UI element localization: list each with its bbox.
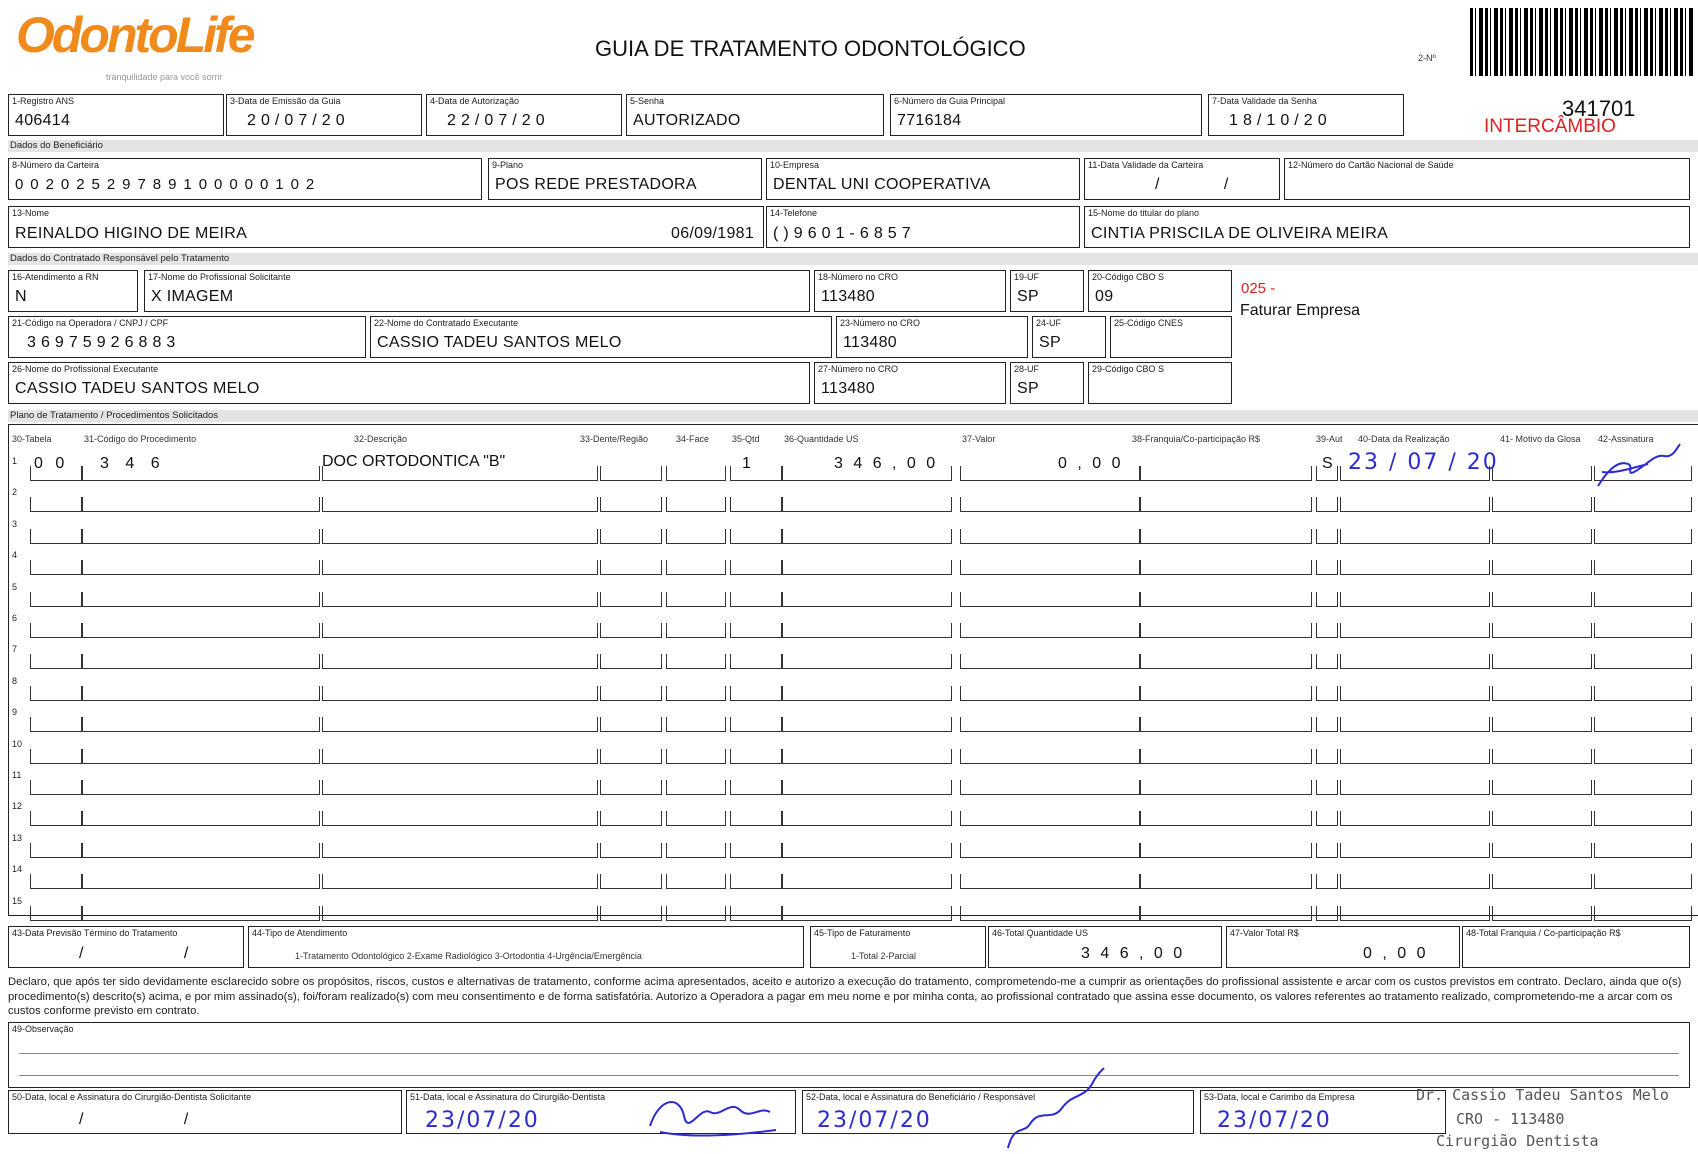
proc-cell[interactable] <box>782 497 952 512</box>
row1-valor[interactable]: 0 , 0 0 <box>1058 455 1124 472</box>
proc-cell[interactable] <box>600 843 662 858</box>
proc-cell[interactable] <box>1316 780 1338 795</box>
proc-cell[interactable] <box>960 686 1140 701</box>
proc-cell[interactable] <box>30 906 82 921</box>
proc-cell[interactable] <box>730 560 782 575</box>
proc-cell[interactable] <box>600 623 662 638</box>
proc-cell[interactable] <box>600 717 662 732</box>
proc-cell[interactable] <box>1594 592 1692 607</box>
field-codigo-operadora[interactable]: 21-Código na Operadora / CNPJ / CPF 3 6 9 7 5 9 2 6 8 8 3 <box>8 316 366 358</box>
proc-cell[interactable] <box>666 811 726 826</box>
proc-cell[interactable] <box>1316 906 1338 921</box>
proc-header: 32-Descrição <box>354 434 408 444</box>
proc-cell[interactable] <box>666 686 726 701</box>
proc-cell[interactable] <box>600 686 662 701</box>
proc-cell[interactable] <box>666 497 726 512</box>
proc-cell[interactable] <box>666 843 726 858</box>
row1-quantidade-us[interactable]: 3 4 6 , 0 0 <box>834 455 939 472</box>
proc-cell[interactable] <box>1340 717 1490 732</box>
proc-header: 38-Franquia/Co-participação R$ <box>1132 434 1261 444</box>
proc-cell[interactable] <box>960 843 1140 858</box>
dentist-stamp-name: Dr. Cassio Tadeu Santos Melo <box>1416 1086 1669 1104</box>
proc-cell[interactable] <box>1316 686 1338 701</box>
proc-cell[interactable] <box>30 560 82 575</box>
proc-row-number: 9 <box>12 707 18 718</box>
proc-cell[interactable] <box>1492 843 1592 858</box>
proc-cell[interactable] <box>666 780 726 795</box>
proc-header: 40-Data da Realização <box>1358 434 1450 444</box>
proc-cell[interactable] <box>1340 843 1490 858</box>
proc-cell[interactable] <box>960 497 1140 512</box>
proc-cell[interactable] <box>82 560 320 575</box>
proc-row-number: 12 <box>12 801 23 812</box>
proc-cell[interactable] <box>1594 560 1692 575</box>
proc-cell[interactable] <box>730 780 782 795</box>
row1-aut[interactable]: S <box>1322 455 1333 472</box>
field-cnes[interactable]: 25-Código CNES <box>1110 316 1232 358</box>
proc-cell[interactable] <box>1340 654 1490 669</box>
dentist-stamp-role: Cirurgião Dentista <box>1436 1132 1599 1150</box>
proc-cell[interactable] <box>82 717 320 732</box>
note-faturar: Faturar Empresa <box>1240 302 1361 319</box>
proc-cell[interactable] <box>1594 654 1692 669</box>
proc-cell[interactable] <box>1492 906 1592 921</box>
proc-cell[interactable] <box>1140 906 1312 921</box>
proc-cell[interactable] <box>1340 811 1490 826</box>
proc-cell[interactable] <box>1594 906 1692 921</box>
field-total-franquia[interactable]: 48-Total Franquia / Co-participação R$ <box>1462 926 1690 968</box>
proc-cell[interactable] <box>82 906 320 921</box>
guia-number-label: 2-Nº <box>1418 53 1436 63</box>
proc-cell[interactable] <box>82 497 320 512</box>
proc-cell[interactable] <box>960 749 1140 764</box>
field-cbos-solicitante[interactable]: 20-Código CBO S 09 <box>1088 270 1232 312</box>
proc-cell[interactable] <box>1492 717 1592 732</box>
proc-cell[interactable] <box>82 686 320 701</box>
dentist-stamp-cro: CRO - 113480 <box>1456 1110 1565 1128</box>
proc-cell[interactable] <box>666 874 726 889</box>
proc-cell[interactable] <box>1340 592 1490 607</box>
field-uf-contratado[interactable]: 24-UF SP <box>1032 316 1106 358</box>
proc-cell[interactable] <box>1140 654 1312 669</box>
proc-cell[interactable] <box>1140 874 1312 889</box>
intercambio-stamp: INTERCÂMBIO <box>1484 116 1616 137</box>
proc-cell[interactable] <box>1492 811 1592 826</box>
proc-cell[interactable] <box>1316 843 1338 858</box>
field-senha[interactable]: 5-Senha AUTORIZADO <box>626 94 884 136</box>
field-validade-carteira[interactable]: 11-Data Validade da Carteira / / <box>1084 158 1280 200</box>
field-observacao[interactable]: 49-Observação <box>8 1022 1690 1088</box>
field-registro-ans[interactable]: 1-Registro ANS 406414 <box>8 94 224 136</box>
proc-cell[interactable] <box>600 874 662 889</box>
cirurgiao-signature <box>640 1086 790 1146</box>
proc-header: 42-Assinatura <box>1598 434 1654 444</box>
proc-cell[interactable] <box>960 560 1140 575</box>
row1-assinatura <box>1588 420 1684 500</box>
proc-row-number: 7 <box>12 644 18 655</box>
proc-cell[interactable] <box>1316 749 1338 764</box>
proc-cell[interactable] <box>730 686 782 701</box>
proc-cell[interactable] <box>1492 749 1592 764</box>
proc-cell[interactable] <box>960 906 1140 921</box>
field-carimbo-empresa[interactable]: 53-Data, local e Carimbo da Empresa 23/07/20 <box>1200 1090 1446 1134</box>
proc-cell[interactable] <box>1340 749 1490 764</box>
field-cro-solicitante[interactable]: 18-Número no CRO 113480 <box>814 270 1006 312</box>
proc-cell[interactable] <box>1316 717 1338 732</box>
proc-cell[interactable] <box>782 874 952 889</box>
proc-cell[interactable] <box>782 717 952 732</box>
field-titular[interactable]: 15-Nome do titular do plano CINTIA PRISCILA DE OLIVEIRA MEIRA <box>1084 206 1690 248</box>
proc-header: 31-Código do Procedimento <box>84 434 197 444</box>
proc-cell[interactable] <box>730 843 782 858</box>
proc-cell[interactable] <box>1140 529 1312 544</box>
proc-cell[interactable] <box>322 686 598 701</box>
proc-cell[interactable] <box>322 497 598 512</box>
proc-header: 30-Tabela <box>12 434 52 444</box>
proc-cell[interactable] <box>322 749 598 764</box>
proc-cell[interactable] <box>730 811 782 826</box>
proc-cell[interactable] <box>600 529 662 544</box>
proc-cell[interactable] <box>1594 529 1692 544</box>
field-assinatura-cirurgiao[interactable]: 51-Data, local e Assinatura do Cirurgião-Dentista 23/07/20 <box>406 1090 796 1134</box>
proc-row-number: 6 <box>12 613 18 623</box>
guia-number: 341701 <box>1562 96 1636 121</box>
proc-cell[interactable] <box>782 749 952 764</box>
proc-cell[interactable] <box>1316 654 1338 669</box>
proc-row-number: 10 <box>12 738 23 749</box>
proc-cell[interactable] <box>782 654 952 669</box>
proc-cell[interactable] <box>1316 811 1338 826</box>
proc-row-number: 2 <box>12 487 18 498</box>
proc-cell[interactable] <box>1492 529 1592 544</box>
proc-cell[interactable] <box>1140 780 1312 795</box>
proc-cell[interactable] <box>960 717 1140 732</box>
field-profissional-executante[interactable]: 26-Nome do Profissional Executante CASSIO TADEU SANTOS MELO <box>8 362 810 404</box>
field-nome[interactable]: 13-Nome REINALDO HIGINO DE MEIRA 06/09/1981 <box>8 206 764 248</box>
proc-cell[interactable] <box>30 717 82 732</box>
field-empresa[interactable]: 10-Empresa DENTAL UNI COOPERATIVA <box>766 158 1080 200</box>
field-valor-total[interactable]: 47-Valor Total R$ 0 , 0 0 <box>1226 926 1460 968</box>
field-cro-contratado[interactable]: 23-Número no CRO 113480 <box>836 316 1028 358</box>
proc-cell[interactable] <box>322 717 598 732</box>
proc-header: 35-Qtd <box>732 434 760 444</box>
proc-cell[interactable] <box>1316 560 1338 575</box>
field-plano[interactable]: 9-Plano POS REDE PRESTADORA <box>488 158 762 200</box>
proc-cell[interactable] <box>1594 811 1692 826</box>
field-total-quantidade-us[interactable]: 46-Total Quantidade US 3 4 6 , 0 0 <box>988 926 1222 968</box>
proc-cell[interactable] <box>600 592 662 607</box>
proc-row-number: 3 <box>12 518 18 529</box>
proc-header: 37-Valor <box>962 434 996 444</box>
proc-cell[interactable] <box>600 811 662 826</box>
page-title: GUIA DE TRATAMENTO ODONTOLÓGICO <box>595 36 1026 61</box>
proc-cell[interactable] <box>1316 874 1338 889</box>
proc-cell[interactable] <box>1492 497 1592 512</box>
proc-cell[interactable] <box>782 623 952 638</box>
proc-cell[interactable] <box>1316 529 1338 544</box>
proc-cell[interactable] <box>600 560 662 575</box>
proc-cell[interactable] <box>82 654 320 669</box>
proc-cell[interactable] <box>1492 686 1592 701</box>
declaration-text: Declaro, que após ter sido devidamente esclarecido sobre os propósitos, riscos, custos e alternativas de tratamento, conforme acima apresentados, aceito e autorizo a execução do tratamento, comprometendo-me a cumprir as orientações do profissional assistente e arcar com os custos previstos em contrato. Declaro, ainda que o(s) procedimento(s) descrito(s) acima, e por mim assinado(s), foi/foram realizado(s) com meu consentimento e de forma satisfatória. Autorizo a Operadora a pagar em meu nome e por minha conta, ao profissional contratado que assina esse documento, os valores referentes ao tratamento realizado, comprometendo-me a arcar com os custos conforme previsto em contrato. <box>8 976 1682 1017</box>
proc-cell[interactable] <box>782 529 952 544</box>
proc-cell[interactable] <box>1140 749 1312 764</box>
proc-cell[interactable] <box>30 749 82 764</box>
proc-cell[interactable] <box>1340 906 1490 921</box>
proc-cell[interactable] <box>666 623 726 638</box>
field-cartao-nacional[interactable]: 12-Número do Cartão Nacional de Saúde <box>1284 158 1690 200</box>
proc-cell[interactable] <box>960 623 1140 638</box>
proc-cell[interactable] <box>30 623 82 638</box>
proc-cell[interactable] <box>960 874 1140 889</box>
proc-cell[interactable] <box>1340 874 1490 889</box>
proc-cell[interactable] <box>666 592 726 607</box>
proc-cell[interactable] <box>782 686 952 701</box>
proc-cell[interactable] <box>30 529 82 544</box>
proc-cell[interactable] <box>782 592 952 607</box>
proc-cell[interactable] <box>322 906 598 921</box>
proc-cell[interactable] <box>82 529 320 544</box>
proc-cell[interactable] <box>30 811 82 826</box>
field-telefone[interactable]: 14-Telefone ( ) 9 6 0 1 - 6 8 5 7 <box>766 206 1080 248</box>
field-cro-executante[interactable]: 27-Número no CRO 113480 <box>814 362 1006 404</box>
field-numero-carteira[interactable]: 8-Número da Carteira 0 0 2 0 2 5 2 9 7 8 9 1 0 0 0 0 0 1 0 2 <box>8 158 482 200</box>
proc-cell[interactable] <box>960 780 1140 795</box>
proc-row-number: 8 <box>12 675 18 686</box>
proc-cell[interactable] <box>1594 874 1692 889</box>
field-validade-senha[interactable]: 7-Data Validade da Senha 1 8 / 1 0 / 2 0 <box>1208 94 1404 136</box>
proc-cell[interactable] <box>600 906 662 921</box>
section-beneficiario: Dados do Beneficiário <box>10 140 103 151</box>
field-assinatura-solicitante[interactable]: 50-Data, local e Assinatura do Cirurgião-Dentista Solicitante / / <box>8 1090 402 1134</box>
proc-cell[interactable] <box>1140 466 1312 481</box>
proc-cell[interactable] <box>1340 623 1490 638</box>
proc-header: 33-Dente/Região <box>580 434 649 444</box>
proc-header: 36-Quantidade US <box>784 434 859 444</box>
proc-cell[interactable] <box>82 843 320 858</box>
proc-cell[interactable] <box>782 560 952 575</box>
row1-descricao[interactable]: DOC ORTODONTICA "B" <box>322 453 506 470</box>
field-atendimento-rn[interactable]: 16-Atendimento a RN N <box>8 270 138 312</box>
proc-cell[interactable] <box>322 654 598 669</box>
field-data-autorizacao[interactable]: 4-Data de Autorização 2 2 / 0 7 / 2 0 <box>426 94 622 136</box>
proc-row-number: 11 <box>12 770 22 780</box>
proc-cell[interactable] <box>30 686 82 701</box>
barcode <box>1470 8 1694 76</box>
proc-cell[interactable] <box>666 749 726 764</box>
proc-cell[interactable] <box>1340 529 1490 544</box>
proc-cell[interactable] <box>1594 780 1692 795</box>
proc-cell[interactable] <box>730 874 782 889</box>
field-guia-principal[interactable]: 6-Número da Guia Principal 7716184 <box>890 94 1202 136</box>
proc-cell[interactable] <box>600 780 662 795</box>
proc-cell[interactable] <box>82 811 320 826</box>
proc-cell[interactable] <box>1492 466 1592 481</box>
proc-cell[interactable] <box>1340 686 1490 701</box>
proc-cell[interactable] <box>30 497 82 512</box>
proc-cell[interactable] <box>960 811 1140 826</box>
proc-cell[interactable] <box>1492 623 1592 638</box>
proc-cell[interactable] <box>1594 843 1692 858</box>
proc-cell[interactable] <box>1140 497 1312 512</box>
proc-cell[interactable] <box>666 529 726 544</box>
proc-cell[interactable] <box>1492 560 1592 575</box>
proc-cell[interactable] <box>1340 780 1490 795</box>
proc-cell[interactable] <box>322 811 598 826</box>
field-tipo-faturamento[interactable]: 45-Tipo de Faturamento 1-Total 2-Parcial <box>810 926 986 968</box>
proc-cell[interactable] <box>782 780 952 795</box>
proc-row-number: 5 <box>12 581 18 592</box>
proc-cell[interactable] <box>730 654 782 669</box>
proc-cell[interactable] <box>82 749 320 764</box>
row1-codigo[interactable]: 3 4 6 <box>100 455 166 472</box>
proc-cell[interactable] <box>730 466 782 481</box>
proc-header: 41- Motivo da Glosa <box>1500 434 1581 444</box>
proc-row-number: 13 <box>12 832 23 843</box>
proc-cell[interactable] <box>322 529 598 544</box>
proc-cell[interactable] <box>730 623 782 638</box>
field-data-previsao[interactable]: 43-Data Previsão Término do Tratamento / / <box>8 926 244 968</box>
proc-cell[interactable] <box>782 843 952 858</box>
proc-row-number: 14 <box>12 864 23 875</box>
proc-cell[interactable] <box>666 654 726 669</box>
proc-cell[interactable] <box>730 592 782 607</box>
proc-cell[interactable] <box>1492 780 1592 795</box>
field-cbos-executante[interactable]: 29-Código CBO S <box>1088 362 1232 404</box>
proc-cell[interactable] <box>322 780 598 795</box>
proc-cell[interactable] <box>1316 623 1338 638</box>
proc-cell[interactable] <box>960 654 1140 669</box>
proc-cell[interactable] <box>1492 592 1592 607</box>
proc-cell[interactable] <box>322 623 598 638</box>
field-profissional-solicitante[interactable]: 17-Nome do Profissional Solicitante X IMAGEM <box>144 270 810 312</box>
field-tipo-atendimento[interactable]: 44-Tipo de Atendimento 1-Tratamento Odontológico 2-Exame Radiológico 3-Ortodontia 4-Urgência/Emergência <box>248 926 804 968</box>
note-code: 025 - <box>1241 280 1276 297</box>
proc-cell[interactable] <box>1492 654 1592 669</box>
proc-cell[interactable] <box>600 749 662 764</box>
proc-cell[interactable] <box>1140 811 1312 826</box>
proc-cell[interactable] <box>1594 749 1692 764</box>
proc-cell[interactable] <box>322 560 598 575</box>
proc-cell[interactable] <box>30 654 82 669</box>
proc-cell[interactable] <box>30 843 82 858</box>
proc-cell[interactable] <box>600 497 662 512</box>
proc-cell[interactable] <box>30 874 82 889</box>
proc-cell[interactable] <box>1340 560 1490 575</box>
proc-cell[interactable] <box>666 906 726 921</box>
row1-tabela[interactable]: 0 0 <box>34 455 69 472</box>
proc-row-number: 1 <box>12 456 18 466</box>
logo-tagline: tranquilidade para você sorrir <box>106 72 223 82</box>
odontolife-logo: OdontoLife <box>16 7 253 63</box>
proc-cell[interactable] <box>1492 874 1592 889</box>
proc-cell[interactable] <box>1140 843 1312 858</box>
field-contratado-executante[interactable]: 22-Nome do Contratado Executante CASSIO TADEU SANTOS MELO <box>370 316 832 358</box>
field-data-emissao[interactable]: 3-Data de Emissão da Guia 2 0 / 0 7 / 2 0 <box>226 94 422 136</box>
proc-cell[interactable] <box>322 592 598 607</box>
proc-cell[interactable] <box>782 906 952 921</box>
field-uf-executante[interactable]: 28-UF SP <box>1010 362 1084 404</box>
proc-cell[interactable] <box>1594 623 1692 638</box>
proc-cell[interactable] <box>600 466 662 481</box>
proc-cell[interactable] <box>1140 686 1312 701</box>
proc-cell[interactable] <box>730 497 782 512</box>
proc-cell[interactable] <box>1594 686 1692 701</box>
beneficiario-signature <box>1000 1064 1110 1154</box>
proc-cell[interactable] <box>1594 717 1692 732</box>
proc-cell[interactable] <box>82 592 320 607</box>
proc-cell[interactable] <box>30 592 82 607</box>
proc-cell[interactable] <box>82 780 320 795</box>
proc-cell[interactable] <box>30 780 82 795</box>
proc-cell[interactable] <box>730 749 782 764</box>
proc-cell[interactable] <box>82 623 320 638</box>
field-assinatura-beneficiario[interactable]: 52-Data, local e Assinatura do Beneficiário / Responsável 23/07/20 <box>802 1090 1194 1134</box>
proc-cell[interactable] <box>960 529 1140 544</box>
proc-row-number: 4 <box>12 550 18 561</box>
proc-cell[interactable] <box>1316 497 1338 512</box>
proc-cell[interactable] <box>1140 560 1312 575</box>
proc-cell[interactable] <box>666 466 726 481</box>
proc-cell[interactable] <box>1316 592 1338 607</box>
proc-cell[interactable] <box>730 529 782 544</box>
proc-cell[interactable] <box>782 811 952 826</box>
proc-row-number: 15 <box>12 895 23 906</box>
proc-cell[interactable] <box>1140 623 1312 638</box>
proc-cell[interactable] <box>730 906 782 921</box>
proc-cell[interactable] <box>666 717 726 732</box>
field-uf-solicitante[interactable]: 19-UF SP <box>1010 270 1084 312</box>
proc-cell[interactable] <box>730 717 782 732</box>
proc-header: 39-Aut <box>1316 434 1343 444</box>
proc-cell[interactable] <box>82 874 320 889</box>
proc-header: 34-Face <box>676 434 710 444</box>
proc-cell[interactable] <box>1140 592 1312 607</box>
proc-cell[interactable] <box>1140 717 1312 732</box>
section-plano-tratamento: Plano de Tratamento / Procedimentos Solicitados <box>10 410 219 421</box>
proc-cell[interactable] <box>322 874 598 889</box>
proc-cell[interactable] <box>600 654 662 669</box>
proc-cell[interactable] <box>666 560 726 575</box>
proc-cell[interactable] <box>960 592 1140 607</box>
row1-data-realizacao[interactable]: 23 / 07 / 20 <box>1348 450 1499 475</box>
row1-qtd[interactable]: 1 <box>742 455 751 472</box>
proc-cell[interactable] <box>322 843 598 858</box>
section-contratado: Dados do Contratado Responsável pelo Tratamento <box>10 253 230 264</box>
proc-cell[interactable] <box>1340 497 1490 512</box>
